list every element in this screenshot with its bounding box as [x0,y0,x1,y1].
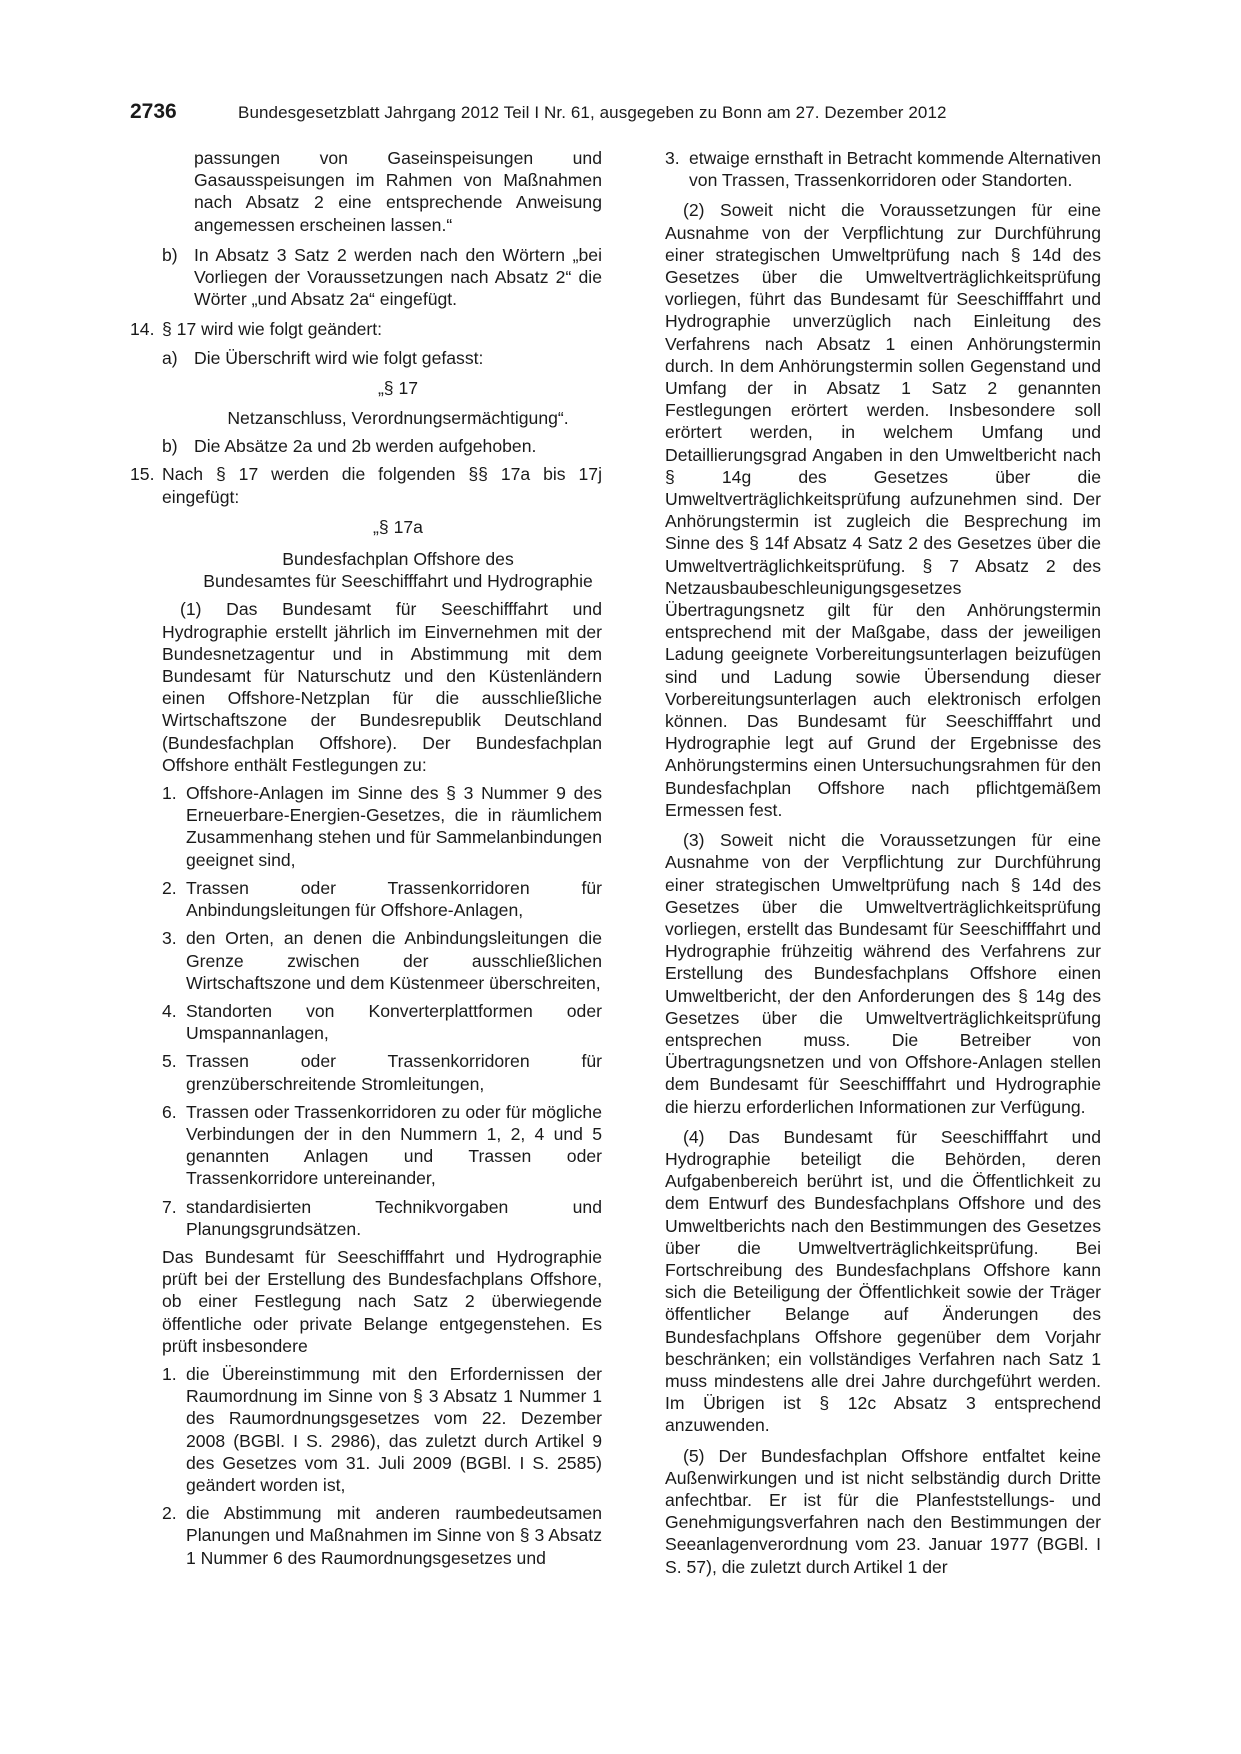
item-label: b) [162,244,178,265]
section-17a-heading: „§ 17a [373,516,423,537]
list-item [162,1050,602,1094]
item-text: standardisierten Technikvorgaben und Planungsgrundsätzen. [186,1196,602,1239]
item-label: 2. [162,1503,177,1524]
item-text: Offshore-Anlagen im Sinne des § 3 Nummer 9 des Erneuerbare-Energien-Gesetzes, die in räumlichem Zusammenhang stehen und für Sammelanbindungen geeignet sind, [186,783,602,870]
item-text: Standorten von Konverterplattformen oder Umspannanlagen, [186,1000,602,1044]
continuation-text: passungen von Gaseinspeisungen und Gasausspeisungen im Rahmen von Maßnahmen nach Absatz 2 eine entsprechende Anweisung angemessen erscheinen lassen.“ [194,148,602,235]
item-label: 14. [130,319,155,340]
item-text: den Orten, an denen die Anbindungsleitungen die Grenze zwischen der ausschließlichen Wirtschaftszone und dem Küstenmeer überschreiten, [186,928,602,993]
item-text: Trassen oder Trassenkorridoren zu oder für mögliche Verbindungen der in den Nummern 1, 2, 4 und 5 genannten Anlagen und Trassen oder Trassenkorridore untereinander, [186,1101,602,1189]
item-text: Nach § 17 werden die folgenden §§ 17a bis 17j eingefügt: [162,464,602,507]
amendment-15 [130,463,602,507]
item-label: a) [162,347,178,368]
item-text: Trassen oder Trassenkorridoren für Anbindungsleitungen für Offshore-Anlagen, [186,877,602,921]
item-label: 1. [162,783,177,804]
page-number: 2736 [130,100,177,123]
page-header [130,100,1000,130]
gazette-title: Bundesgesetzblatt Jahrgang 2012 Teil I Nr. 61, ausgegeben zu Bonn am 27. Dezember 2012 [238,103,947,122]
right-column [665,147,1101,1578]
paragraph-3: (3) Soweit nicht die Voraussetzungen für eine Ausnahme von der Verpflichtung zur Durchführung einer strategischen Umweltprüfung nach § 14d des Gesetzes über die Umweltverträglichkeitsprüfung vorliegen, erstellt das Bundesamt für Seeschifffahrt und Hydrographie frühzeitig während des Verfahrens zur Erstellung des Bundesfachplans Offshore einen Umweltbericht, der den Anforderungen des § 14g des Gesetzes über die Umweltverträglichkeitsprüfung entsprechen muss. Die Betreiber von Übertragungsnetzen und von Offshore-Anlagen stellen dem Bundesamt für Seeschifffahrt und Hydrographie die hierzu erforderlichen Informationen zur Verfügung. [665,830,1101,1117]
list-item [162,782,602,871]
list-item [162,1502,602,1569]
amendment-14a [162,347,602,369]
paragraph-5: (5) Der Bundesfachplan Offshore entfaltet keine Außenwirkungen und ist nicht selbständig durch Dritte anfechtbar. Er ist für die Planfeststellungs- und Genehmigungsverfahren nach den Bestimmungen der Seeanlagenverordnung vom 23. Januar 1977 (BGBl. I S. 57), die zuletzt durch Artikel 1 der [665,1445,1101,1577]
paragraph-1: (1) Das Bundesamt für Seeschifffahrt und Hydrographie erstellt jährlich im Einvernehmen mit der Bundesnetzagentur und in Abstimmung mit dem Bundesamt für Naturschutz und den Küstenländern einen Offshore-Netzplan für die ausschließliche Wirtschaftszone der Bundesrepublik Deutschland (Bundesfachplan Offshore). Der Bundesfachplan Offshore enthält Festlegungen zu: [162,599,602,775]
section-17-heading: „§ 17 [377,377,419,398]
item-label: 4. [162,1000,177,1021]
amendment-14 [130,318,602,340]
paragraph-2: (2) Soweit nicht die Voraussetzungen für eine Ausnahme von der Verpflichtung zur Durchführung einer strategischen Umweltprüfung nach § 14d des Gesetzes über die Umweltverträglichkeitsprüfung vorliegen, führt das Bundesamt für Seeschifffahrt und Hydrographie unverzüglich nach Einleitung des Verfahrens nach Absatz 1 einen Anhörungstermin durch. In dem Anhörungstermin sollen Gegenstand und Umfang der in Absatz 1 Satz 2 genannten Festlegungen erörtert werden. Insbesondere soll erörtert werden, in welchem Umfang und Detaillierungsgrad Angaben in den Umweltbericht nach § 14g des Gesetzes über die Umweltverträglichkeitsprüfung aufzunehmen sind. Der Anhörungstermin ist zugleich die Besprechung im Sinne des § 14f Absatz 4 Satz 2 des Gesetzes über die Umweltverträglichkeitsprüfung. § 7 Absatz 2 des Netzausbaubeschleunigungsgesetzes Übertragungsnetz gilt für den Anhörungstermin entsprechend mit der Maßgabe, dass der jeweiligen Ladung geeignete Vorbereitungsunterlagen beizufügen sind und Ladung sowie Übersendung dieser Vorbereitungsunterlagen auch elektronisch erfolgen können. Das Bundesamt für Seeschifffahrt und Hydrographie legt auf Grund der Ergebnisse des Anhörungstermins einen Untersuchungsrahmen für den Bundesfachplan Offshore nach pflichtgemäßem Ermessen fest. [665,200,1101,820]
list-item [162,877,602,921]
item-label: 3. [162,928,177,949]
section-17a-title-line1: Bundesfachplan Offshore des [282,549,514,570]
item-text: etwaige ernsthaft in Betracht kommende Alternativen von Trassen, Trassenkorridoren oder Standorten. [689,148,1101,191]
item-label: 1. [162,1363,177,1384]
item-text: Trassen oder Trassenkorridoren für grenzüberschreitende Stromleitungen, [186,1051,602,1094]
item-text: die Übereinstimmung mit den Erfordernissen der Raumordnung im Sinne von § 3 Absatz 1 Nummer 1 des Raumordnungsgesetzes vom 22. Dezember 2008 (BGBl. I S. 2986), das zuletzt durch Artikel 9 des Gesetzes vom 31. Juli 2009 (BGBl. I S. 2585) geändert worden ist, [186,1363,602,1495]
section-17a-title-line2: Bundesamtes für Seeschifffahrt und Hydrographie [203,571,593,592]
item-label: 3. [665,148,680,168]
pruef-list [162,1363,602,1569]
item-text: In Absatz 3 Satz 2 werden nach den Wörtern „bei Vorliegen der Voraussetzungen nach Absatz 2“ die Wörter „und Absatz 2a“ eingefügt. [194,244,602,310]
festlegungen-list [162,782,602,1240]
list-item [162,927,602,994]
item-label: 2. [162,877,177,898]
item-label: 7. [162,1196,177,1217]
list-item [162,1196,602,1240]
list-item [162,1101,602,1190]
amendment-13b [162,244,602,311]
item-label: 6. [162,1101,177,1122]
item-text: § 17 wird wie folgt geändert: [162,319,383,340]
item-text: Die Überschrift wird wie folgt gefasst: [194,347,484,368]
pruef-paragraph: Das Bundesamt für Seeschifffahrt und Hydrographie prüft bei der Erstellung des Bundesfachplans Offshore, ob einer Festlegung nach Satz 2 überwiegende öffentliche oder private Belange entgegenstehen. Es prüft insbesondere [162,1246,602,1356]
item-label: 15. [130,464,155,485]
left-column [130,147,602,1569]
paragraph-4: (4) Das Bundesamt für Seeschifffahrt und Hydrographie beteiligt die Behörden, deren Aufgabenbereich berührt ist, und die Öffentlichkeit zu dem Entwurf des Bundesfachplans Offshore und des Umweltberichts nach den Bestimmungen des Gesetzes über die Umweltverträglichkeitsprüfung. Bei Fortschreibung des Bundesfachplans Offshore kann sich die Beteiligung der Öffentlichkeit sowie der Träger öffentlicher Belange auf Änderungen des Bundesfachplans Offshore gegenüber dem Vorjahr beschränken; ein vollständiges Verfahren nach Satz 1 muss mindestens alle drei Jahre durchgeführt werden. Im Übrigen ist § 12c Absatz 3 entsprechend anzuwenden. [665,1126,1101,1436]
amendment-14b [162,435,602,457]
list-item [162,1000,602,1044]
item-text: Die Absätze 2a und 2b werden aufgehoben. [194,436,537,457]
item-label: 5. [162,1051,177,1072]
item-text: die Abstimmung mit anderen raumbedeutsamen Planungen und Maßnahmen im Sinne von § 3 Absatz 1 Nummer 6 des Raumordnungsgesetzes und [186,1503,602,1568]
list-item [665,147,1101,191]
item-label: b) [162,436,178,457]
section-17-title: Netzanschluss, Verordnungsermächtigung“. [227,408,569,429]
list-item [162,1363,602,1496]
